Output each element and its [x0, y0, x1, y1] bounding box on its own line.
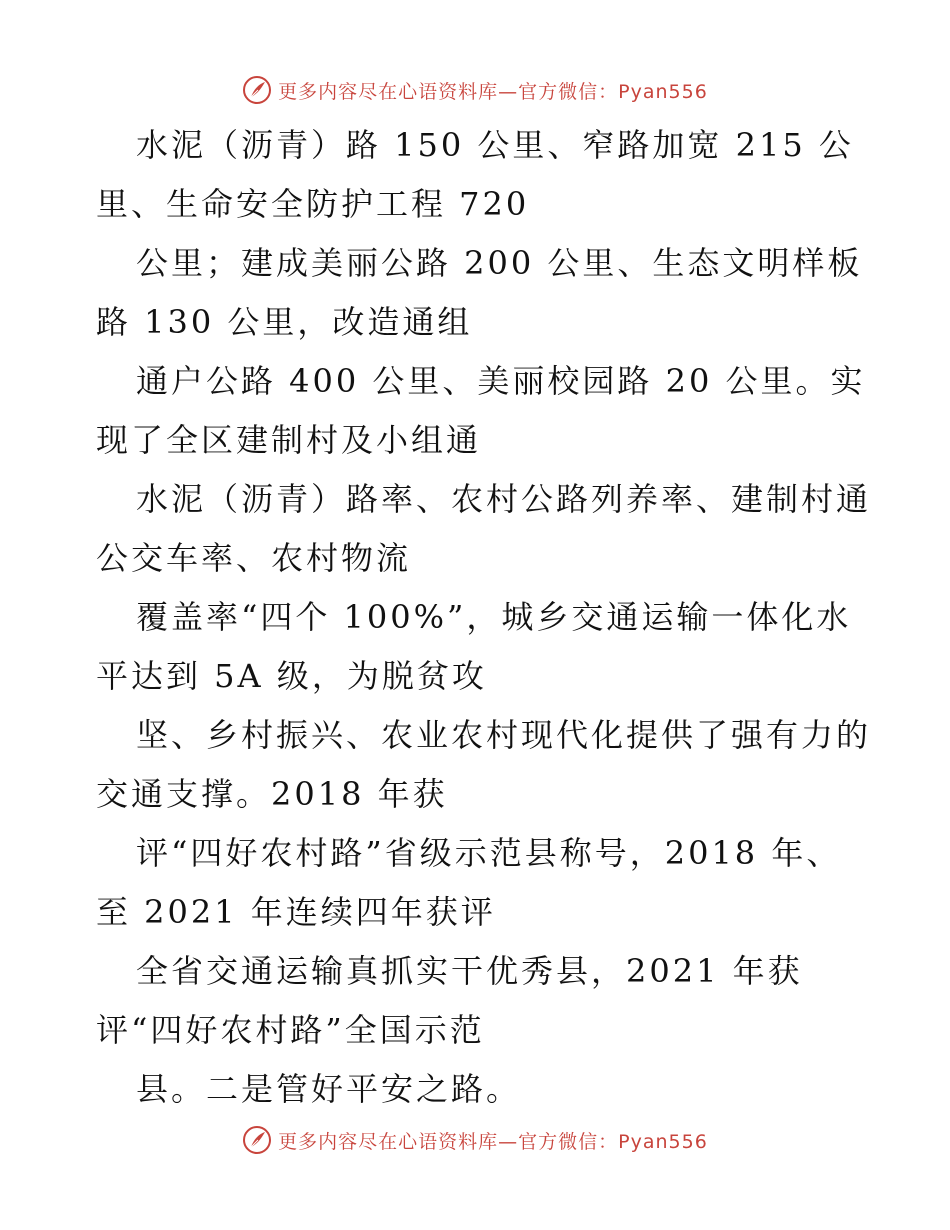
paragraph-line: 至 2021 年连续四年获评 — [96, 893, 496, 931]
paragraph-line: 覆盖率“四个 100%”，城乡交通运输一体化水 — [136, 598, 852, 636]
paragraph-line: 平达到 5A 级，为脱贫攻 — [96, 657, 487, 695]
feather-logo-icon — [242, 1125, 272, 1155]
paragraph-line: 现了全区建制村及小组通 — [96, 421, 482, 459]
footer-watermark — [0, 1120, 950, 1160]
feather-logo-icon — [242, 75, 272, 105]
paragraph-line: 坚、乡村振兴、农业农村现代化提供了强有力的 — [136, 716, 872, 754]
paragraph-line: 公交车率、农村物流 — [96, 539, 412, 577]
document-body — [96, 116, 896, 1119]
watermark-text: 更多内容尽在心语资料库—官方微信：Pyan556 — [278, 1130, 708, 1153]
paragraph-line: 水泥（沥青）路率、农村公路列养率、建制村通 — [136, 480, 872, 518]
header-watermark — [0, 70, 950, 110]
watermark-text: 更多内容尽在心语资料库—官方微信：Pyan556 — [278, 80, 708, 103]
paragraph-line: 评“四好农村路”省级示范县称号，2018 年、 — [136, 834, 842, 872]
paragraph-line: 交通支撑。2018 年获 — [96, 775, 448, 813]
paragraph-line: 县。二是管好平安之路。 — [136, 1070, 522, 1108]
paragraph-line: 全省交通运输真抓实干优秀县，2021 年获 — [136, 952, 803, 990]
paragraph-line: 评“四好农村路”全国示范 — [96, 1011, 485, 1049]
paragraph-line: 水泥（沥青）路 150 公里、窄路加宽 215 公 — [136, 126, 854, 164]
paragraph-line: 路 130 公里，改造通组 — [96, 303, 473, 341]
paragraph-line: 里、生命安全防护工程 720 — [96, 185, 530, 223]
paragraph-line: 通户公路 400 公里、美丽校园路 20 公里。实 — [136, 362, 866, 400]
paragraph-line: 公里；建成美丽公路 200 公里、生态文明样板 — [136, 244, 863, 282]
